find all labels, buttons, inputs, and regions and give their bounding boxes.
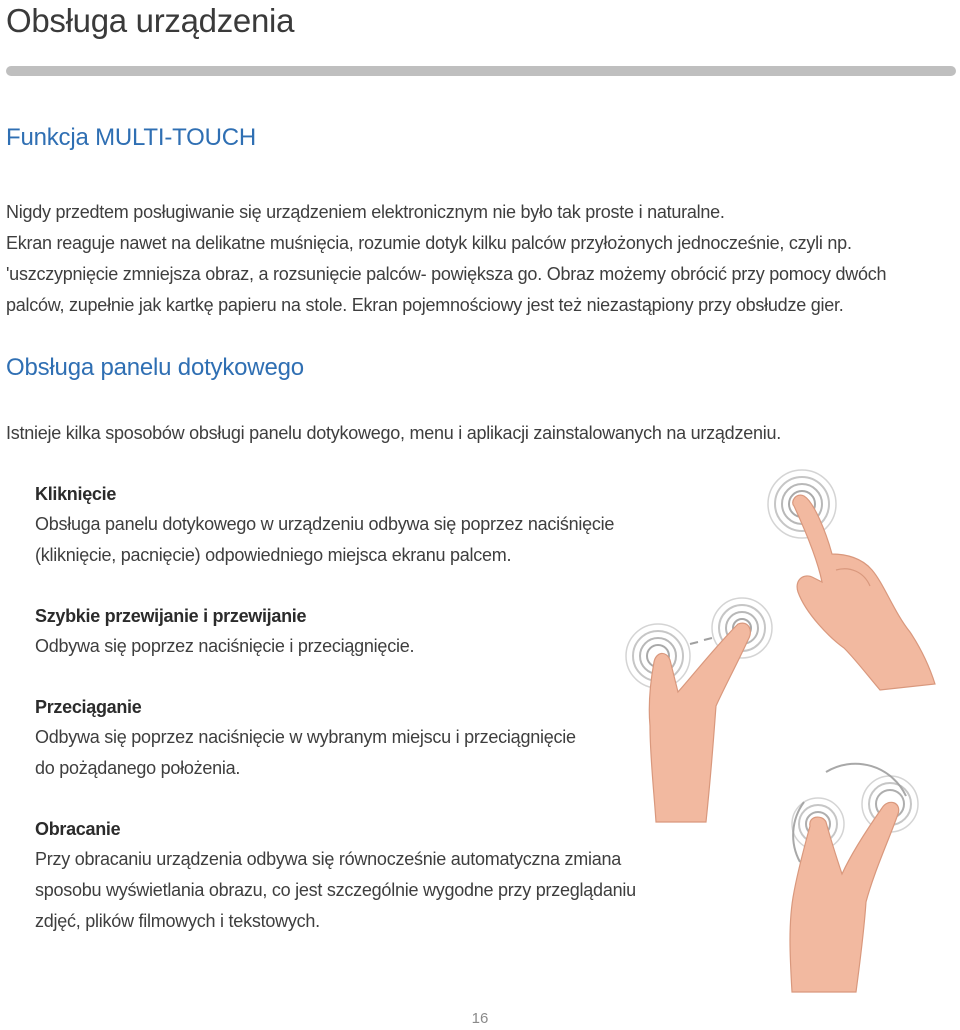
- section-line: Odbywa się poprzez naciśnięcie w wybranym miejscu i przeciągnięcie: [35, 727, 576, 747]
- multitouch-line: Ekran reaguje nawet na delikatne muśnięcia, rozumie dotyk kilku palców przyłożonych jednocześnie, czyli np.: [6, 233, 852, 253]
- tap-gesture-icon: [760, 462, 950, 692]
- section-line: (kliknięcie, pacnięcie) odpowiedniego miejsca ekranu palcem.: [35, 545, 512, 565]
- section-line: do pożądanego położenia.: [35, 758, 241, 778]
- section-line: zdjęć, plików filmowych i tekstowych.: [35, 911, 320, 931]
- multitouch-heading: Funkcja MULTI-TOUCH: [6, 124, 257, 151]
- section-tap: [35, 479, 614, 571]
- section-scroll: [35, 601, 414, 662]
- page-number: 16: [471, 1010, 489, 1027]
- panel-intro-line: Istnieje kilka sposobów obsługi panelu dotykowego, menu i aplikacji zainstalowanych na urządzeniu.: [6, 423, 781, 443]
- section-line: Obsługa panelu dotykowego w urządzeniu odbywa się poprzez naciśnięcie: [35, 514, 615, 534]
- multitouch-line: palców, zupełnie jak kartkę papieru na stole. Ekran pojemnościowy jest też niezastąpiony przy obsłudze gier.: [6, 295, 844, 315]
- section-title: Kliknięcie: [35, 484, 117, 504]
- multitouch-line: 'uszczypnięcie zmniejsza obraz, a rozsunięcie palców- powiększa go. Obraz możemy obrócić przy pomocy dwóch: [6, 264, 887, 284]
- drag-gesture-icon: [620, 596, 780, 826]
- section-title: Przeciąganie: [35, 697, 142, 717]
- rotate-gesture-icon: [770, 752, 930, 996]
- section-rotate: [35, 814, 636, 937]
- page-title: Obsługa urządzenia: [6, 2, 295, 39]
- section-line: Odbywa się poprzez naciśnięcie i przeciągnięcie.: [35, 636, 415, 656]
- title-divider: [6, 66, 956, 76]
- section-line: sposobu wyświetlania obrazu, co jest szczególnie wygodne przy przeglądaniu: [35, 880, 636, 900]
- section-title: Obracanie: [35, 819, 121, 839]
- multitouch-paragraph: [6, 197, 886, 321]
- section-drag: [35, 692, 576, 784]
- panel-heading: Obsługa panelu dotykowego: [6, 354, 304, 381]
- section-line: Przy obracaniu urządzenia odbywa się równocześnie automatyczna zmiana: [35, 849, 622, 869]
- multitouch-line: Nigdy przedtem posługiwanie się urządzeniem elektronicznym nie było tak proste i naturalne.: [6, 202, 725, 222]
- section-title: Szybkie przewijanie i przewijanie: [35, 606, 307, 626]
- panel-intro: [6, 418, 781, 449]
